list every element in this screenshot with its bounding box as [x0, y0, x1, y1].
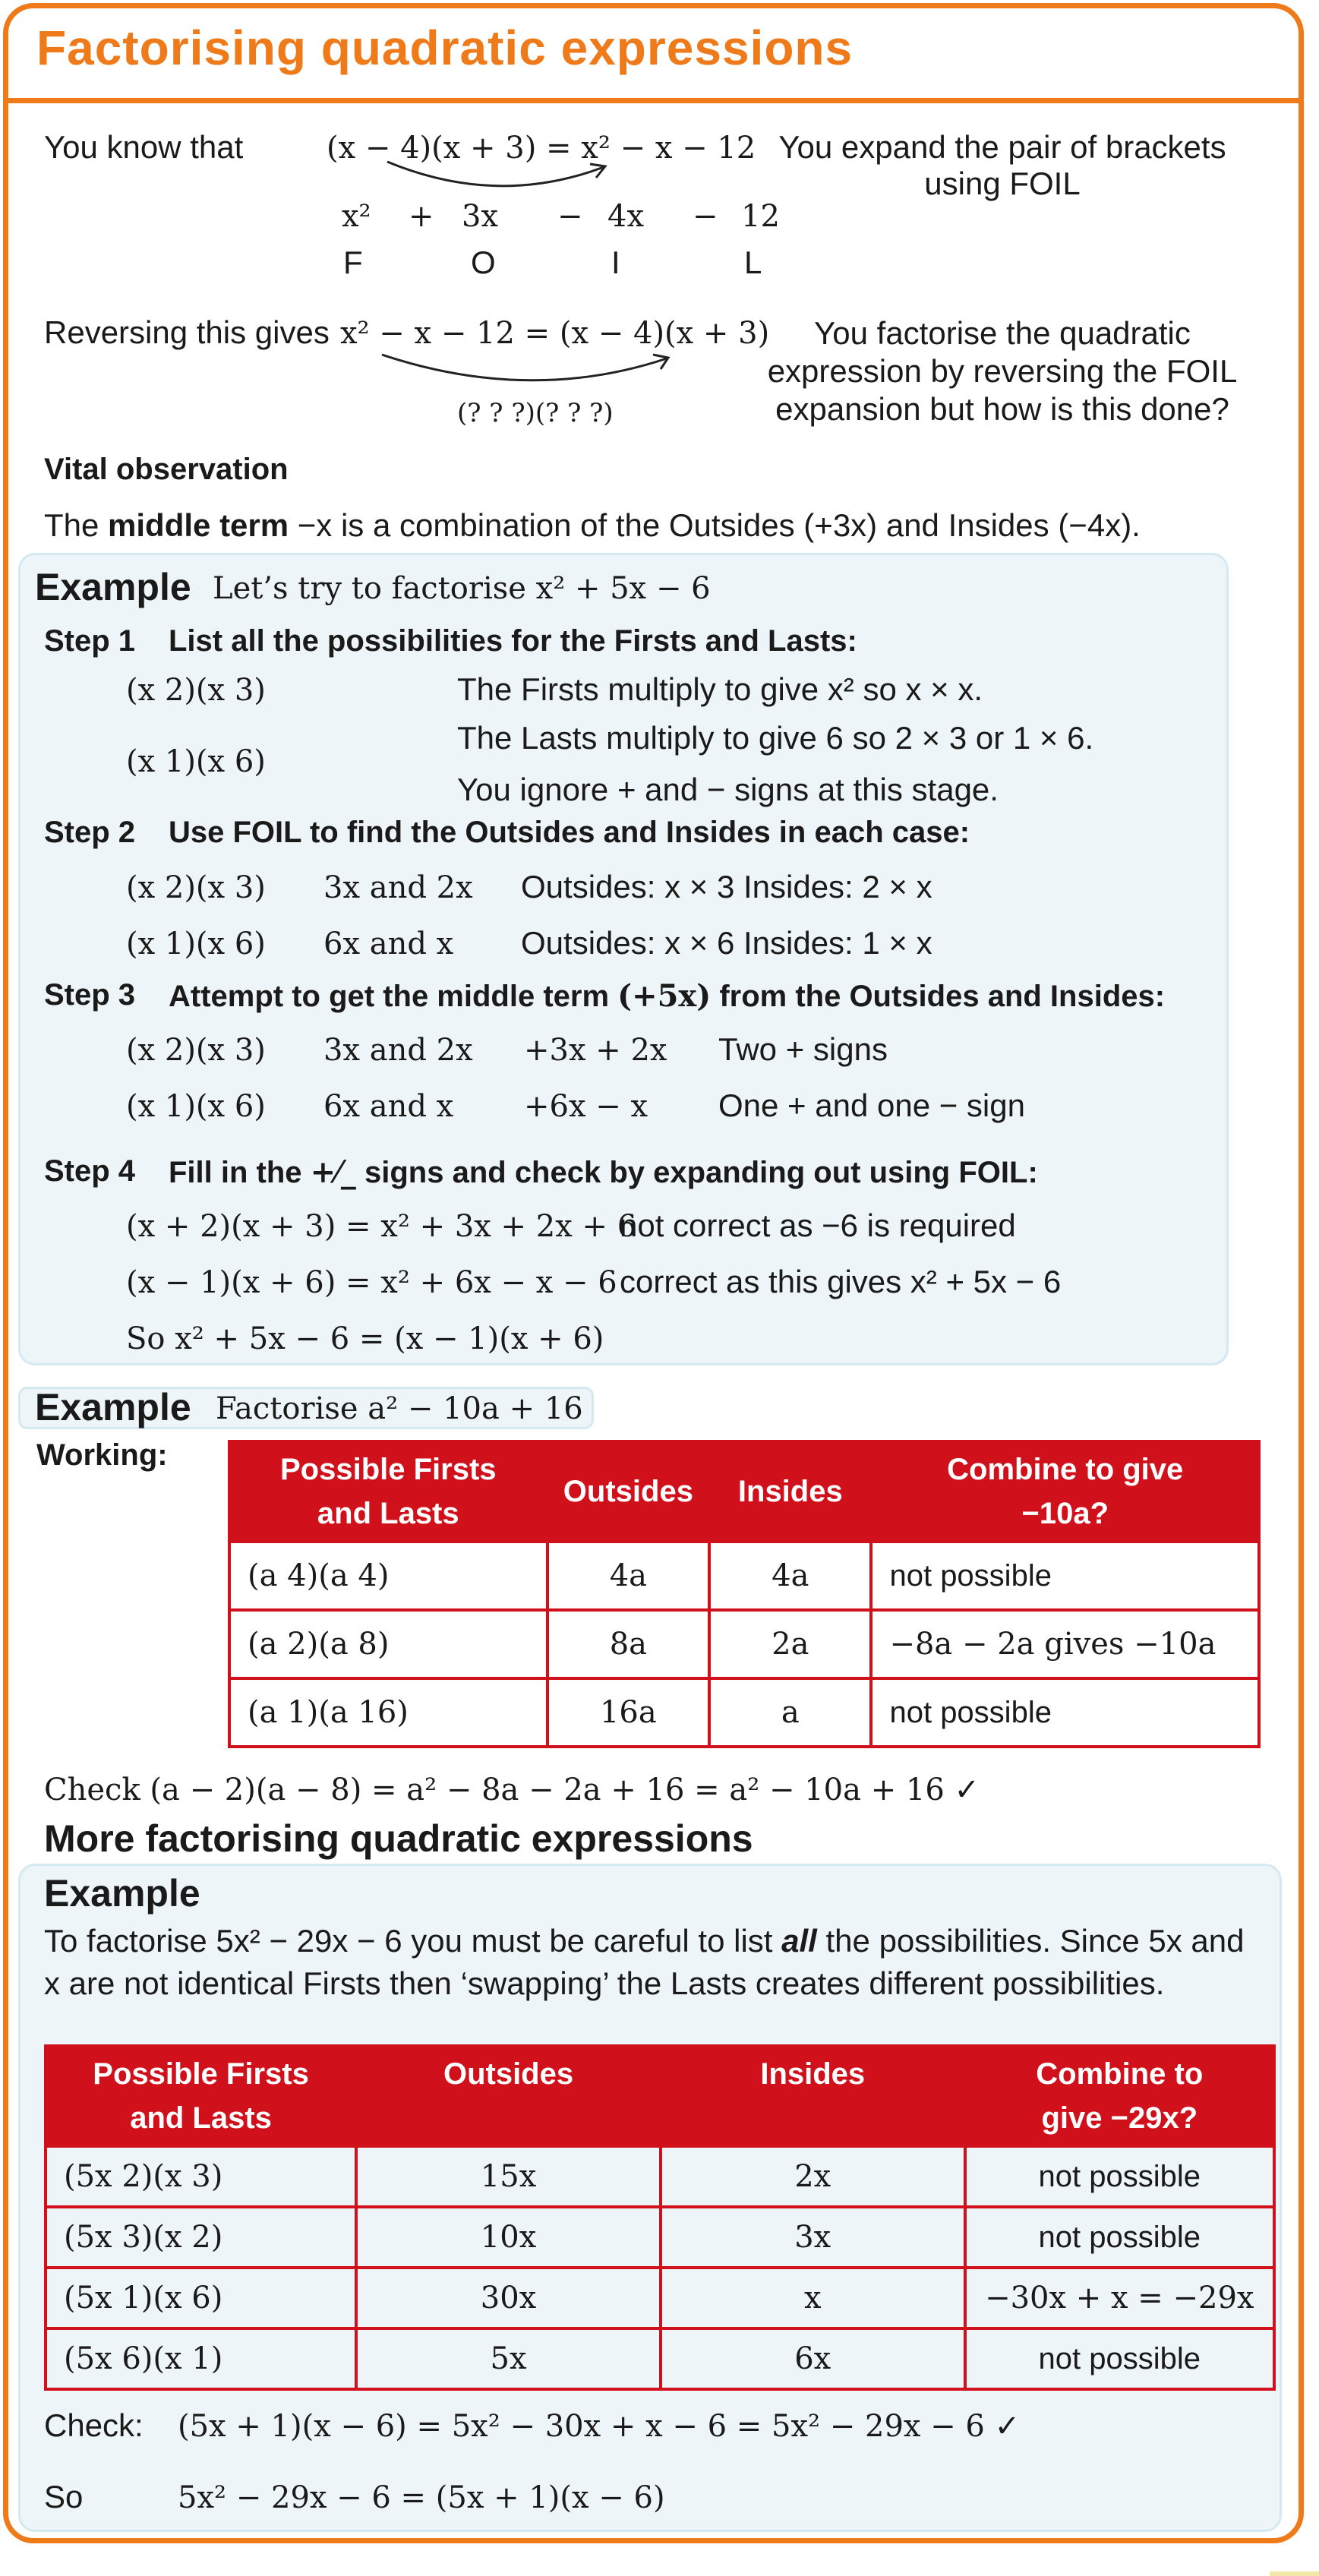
foil-op-1: + — [409, 199, 434, 234]
foil-letter-f: F — [343, 245, 363, 280]
step-4-conclusion: So x² + 5x − 6 = (x − 1)(x + 6) — [126, 1321, 604, 1356]
factorise-note: You factorise the quadratic expression by reversing the FOIL expansion but how is this done? — [767, 315, 1238, 427]
table-row — [229, 1610, 1259, 1678]
page-title: Factorising quadratic expressions — [36, 21, 854, 75]
unknown-brackets: (? ? ?)(? ? ?) — [457, 398, 614, 428]
expand-note: You expand the pair of brackets using FOIL — [778, 129, 1226, 201]
foil-letter-i: I — [611, 245, 620, 280]
step-2-label: Step 2 — [44, 816, 136, 849]
table-row — [46, 2207, 1274, 2268]
you-know-label: You know that — [44, 129, 244, 165]
more-heading: More factorising quadratic expressions — [44, 1817, 753, 1860]
reversing-equation: x² − x − 12 = (x − 4)(x + 3) — [340, 316, 770, 351]
step-3-pair-2: (x 1)(x 6) — [126, 1089, 266, 1124]
header-combine: Combine to give −10a? — [871, 1441, 1259, 1542]
more-intro: To factorise 5x² − 29x − 6 you must be careful to list all the possibilities. Since 5x and x are not identical Firsts then ‘swapping’ the Lasts creates different possibilities. — [44, 1923, 1245, 2001]
step-3-text: Attempt to get the middle term (+5x) from the Outsides and Insides: — [169, 978, 1166, 1014]
step-4-equation-1: (x + 2)(x + 3) = x² + 3x + 2x + 6 — [126, 1209, 637, 1244]
foil-letter-o: O — [471, 245, 496, 280]
header-insides: Insides — [661, 2046, 965, 2146]
table-row — [46, 2328, 1274, 2389]
more-check-equation: (5x + 1)(x − 6) = 5x² − 30x + x − 6 = 5x² − 29x − 6 ✓ — [178, 2409, 1021, 2444]
cell-outsides: 8a — [547, 1610, 710, 1678]
cell-outsides: 5x — [356, 2328, 661, 2389]
step-3-label: Step 3 — [44, 978, 136, 1012]
step-4-note-1: not correct as −6 is required — [620, 1208, 1016, 1243]
example-2-check: Check (a − 2)(a − 8) = a² − 8a − 2a + 16 = a² − 10a + 16 ✓ — [44, 1773, 980, 1807]
step-3-result-1: Two + signs — [718, 1031, 888, 1067]
header-combine: Combine to give −29x? — [965, 2046, 1274, 2146]
cell-pair: (5x 1)(x 6) — [46, 2268, 356, 2328]
step-1-pair-2: (x 1)(x 6) — [126, 744, 266, 779]
step-3-terms-1: 3x and 2x — [323, 1033, 473, 1068]
cell-pair: (5x 3)(x 2) — [46, 2207, 356, 2268]
step-2-pair-1: (x 2)(x 3) — [126, 870, 266, 905]
cell-pair: (a 1)(a 16) — [229, 1678, 547, 1747]
cell-pair: (a 2)(a 8) — [229, 1610, 547, 1678]
so-label: So — [44, 2479, 84, 2514]
cell-insides: 2a — [709, 1610, 871, 1678]
step-2-detail-2: Outsides: x × 6 Insides: 1 × x — [521, 925, 932, 961]
step-1-pair-1: (x 2)(x 3) — [126, 673, 266, 708]
step-2-pair-2: (x 1)(x 6) — [126, 927, 266, 961]
cell-insides: 4a — [709, 1542, 871, 1610]
cell-pair: (5x 6)(x 1) — [46, 2328, 356, 2389]
header-insides: Insides — [709, 1441, 871, 1542]
cell-insides: a — [709, 1678, 871, 1747]
cell-pair: (5x 2)(x 3) — [46, 2146, 356, 2207]
example-2-table — [228, 1440, 1261, 1748]
vital-observation: The middle term −x is a combination of the Outsides (+3x) and Insides (−4x). — [44, 507, 1141, 543]
step-3-terms-2: 6x and x — [323, 1089, 454, 1124]
cell-combine: not possible — [965, 2207, 1274, 2268]
plus-minus-signs: +⁄_ — [310, 1154, 356, 1190]
middle-term-label: middle term — [108, 507, 289, 543]
all-emphasis: all — [781, 1923, 817, 1959]
cell-combine: not possible — [965, 2328, 1274, 2389]
foil-arc-1 — [383, 158, 611, 204]
foil-arc-2 — [378, 351, 674, 396]
more-table — [44, 2044, 1276, 2391]
table-row — [46, 2146, 1274, 2207]
cell-outsides: 30x — [356, 2268, 661, 2328]
cell-outsides: 10x — [356, 2207, 661, 2268]
cell-combine: −30x + x = −29x — [965, 2268, 1274, 2328]
foil-op-2: − — [557, 199, 583, 234]
cell-outsides: 16a — [547, 1678, 710, 1747]
table-row — [229, 1678, 1259, 1747]
step-2-terms-2: 6x and x — [323, 927, 454, 961]
middle-term-value: (+5x) — [617, 978, 712, 1014]
step-3-combo-1: +3x + 2x — [524, 1033, 667, 1068]
foil-term-2: 3x — [462, 199, 499, 234]
step-1-note-2: The Lasts multiply to give 6 so 2 × 3 or 1 × 6. — [457, 720, 1094, 756]
foil-term-1: x² — [342, 199, 371, 234]
cell-insides: 6x — [661, 2328, 965, 2389]
step-2-text: Use FOIL to find the Outsides and Insides in each case: — [169, 816, 970, 849]
header-firsts-lasts: Possible Firsts and Lasts — [229, 1441, 547, 1542]
foil-op-3: − — [693, 199, 718, 234]
step-4-label: Step 4 — [44, 1154, 136, 1188]
vital-heading: Vital observation — [44, 453, 289, 486]
step-3-combo-2: +6x − x — [524, 1089, 648, 1124]
table-header-row — [229, 1441, 1259, 1542]
step-1-note-1: The Firsts multiply to give x² so x × x. — [457, 671, 983, 707]
cell-outsides: 15x — [356, 2146, 661, 2207]
foil-term-4: 12 — [741, 199, 780, 234]
more-so-equation: 5x² − 29x − 6 = (5x + 1)(x − 6) — [178, 2480, 665, 2515]
cell-outsides: 4a — [547, 1542, 710, 1610]
step-3-result-2: One + and one − sign — [718, 1088, 1025, 1123]
cell-pair: (a 4)(a 4) — [229, 1542, 547, 1610]
step-2-terms-1: 3x and 2x — [323, 870, 473, 905]
cell-insides: 3x — [661, 2207, 965, 2268]
table-header-row — [46, 2046, 1274, 2146]
header-outsides: Outsides — [356, 2046, 661, 2146]
step-1-text: List all the possibilities for the Firsts and Lasts: — [169, 624, 857, 658]
step-4-note-2: correct as this gives x² + 5x − 6 — [620, 1264, 1062, 1299]
more-example-heading: Example — [44, 1872, 200, 1915]
header-outsides: Outsides — [547, 1441, 710, 1542]
step-1-label: Step 1 — [44, 624, 136, 658]
step-2-detail-1: Outsides: x × 3 Insides: 2 × x — [521, 869, 932, 904]
cell-combine: not possible — [871, 1542, 1259, 1610]
step-1-note-3: You ignore + and − signs at this stage. — [457, 772, 999, 807]
footer-mark — [1270, 2571, 1319, 2576]
reversing-label: Reversing this gives — [44, 314, 330, 350]
step-3-pair-1: (x 2)(x 3) — [126, 1033, 266, 1068]
foil-term-3: 4x — [607, 199, 645, 234]
header-firsts-lasts: Possible Firsts and Lasts — [46, 2046, 356, 2146]
you-know-equation: (x − 4)(x + 3) = x² − x − 12 — [327, 131, 756, 166]
table-row — [229, 1542, 1259, 1610]
cell-combine: not possible — [965, 2146, 1274, 2207]
example-2-task: Factorise a² − 10a + 16 — [216, 1391, 583, 1426]
working-label: Working: — [36, 1438, 168, 1472]
check-label: Check: — [44, 2407, 144, 2443]
step-4-equation-2: (x − 1)(x + 6) = x² + 6x − x − 6 — [126, 1265, 617, 1300]
example-1-heading: Example — [35, 566, 191, 608]
foil-letter-l: L — [744, 245, 762, 280]
cell-insides: 2x — [661, 2146, 965, 2207]
example-1-intro: Let’s try to factorise x² + 5x − 6 — [213, 571, 711, 606]
example-2-heading: Example — [35, 1386, 191, 1428]
table-row — [46, 2268, 1274, 2328]
cell-combine: not possible — [871, 1678, 1259, 1747]
cell-insides: x — [661, 2268, 965, 2328]
step-4-text: Fill in the +⁄_ signs and check by expanding out using FOIL: — [169, 1154, 1038, 1190]
cell-combine: −8a − 2a gives −10a — [871, 1610, 1259, 1678]
